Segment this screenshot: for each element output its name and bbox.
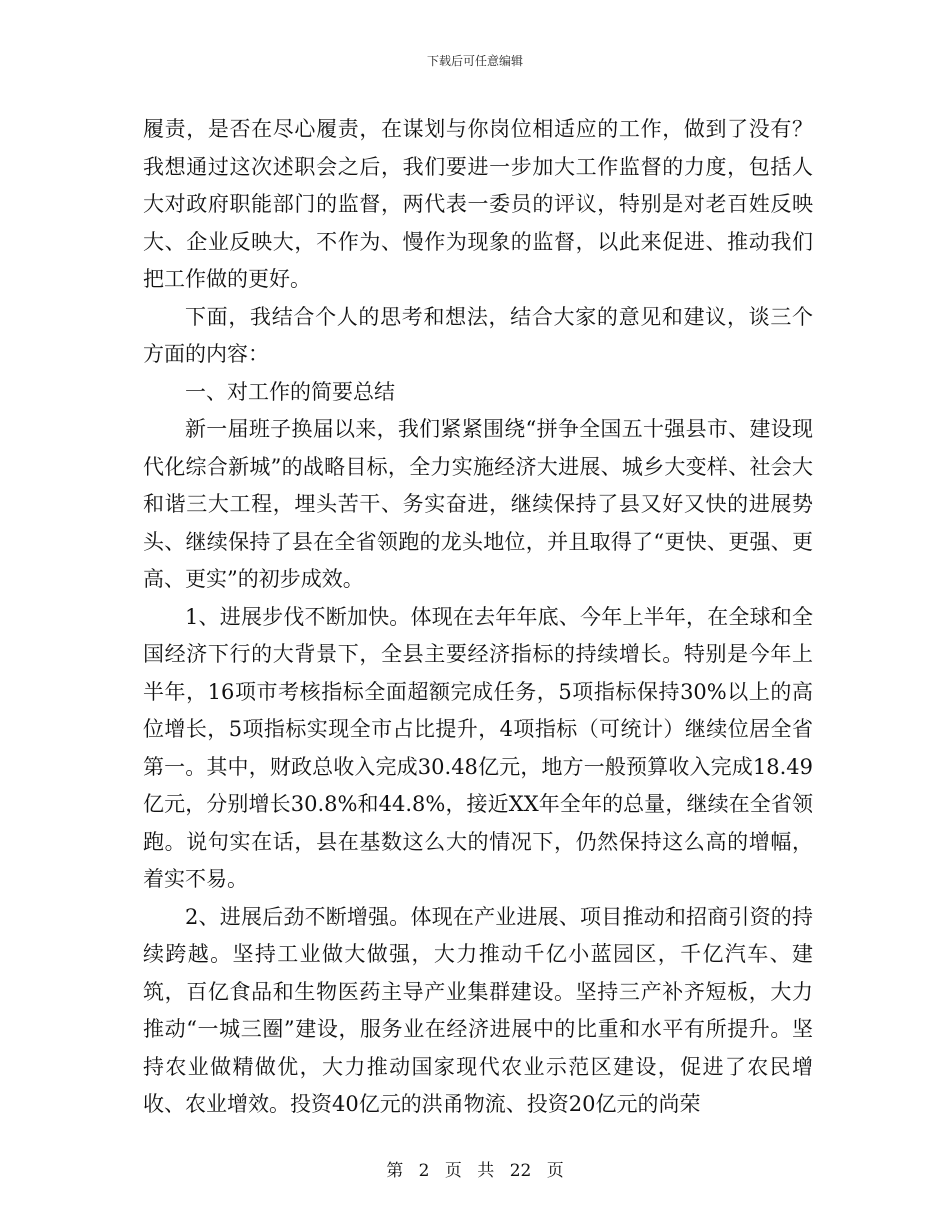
footer-prefix: 第	[386, 1161, 404, 1181]
paragraph-intro: 下面，我结合个人的思考和想法，结合大家的意见和建议，谈三个方面的内容：	[143, 304, 813, 366]
paragraph-point-1: 1、进展步伐不断加快。体现在去年年底、今年上半年，在全球和全国经济下行的大背景下，全县主要经济指标的持续增长。特别是今年上半年，16项市考核指标全面超额完成任务，5项指标保持30%以上的高位增长，5项指标实现全市占比提升，4项指标（可统计）继续位居全省第一。其中，财政总收入完成30.48亿元，地方一般预算收入完成18.49亿元，分别增长30.8%和44.8%，接近XX年全年的总量，继续在全省领跑。说句实在话，县在基数这么大的情况下，仍然保持这么高的增幅，着实不易。	[143, 604, 813, 891]
paragraph-summary: 新一届班子换届以来，我们紧紧围绕“拼争全国五十强县市、建设现代化综合新城”的战略目标，全力实施经济大进展、城乡大变样、社会大和谐三大工程，埋头苦干、务实奋进，继续保持了县又好又快的进展势头、继续保持了县在全省领跑的龙头地位，并且取得了“更快、更强、更高、更实”的初步成效。	[143, 417, 813, 591]
footer-suffix: 页	[546, 1161, 564, 1181]
paragraph-point-2: 2、进展后劲不断增强。体现在产业进展、项目推动和招商引资的持续跨越。坚持工业做大做强，大力推动千亿小蓝园区，千亿汽车、建筑，百亿食品和生物医药主导产业集群建设。坚持三产补齐短板，大力推动“一城三圈”建设，服务业在经济进展中的比重和水平有所提升。坚持农业做精做优，大力推动国家现代农业示范区建设，促进了农民增收、农业增效。投资40亿元的洪甬物流、投资20亿元的尚荣	[143, 904, 813, 1116]
footer-total-pages: 22	[509, 1161, 532, 1181]
footer-page-label: 页	[444, 1161, 462, 1181]
footer-total-label: 共	[477, 1161, 495, 1181]
page-header: 下载后可任意编辑	[426, 54, 523, 68]
body-text	[143, 111, 813, 1124]
footer-page-number: 2	[418, 1161, 430, 1181]
paragraph-continued: 履责，是否在尽心履责，在谋划与你岗位相适应的工作，做到了没有？我想通过这次述职会之后，我们要进一步加大工作监督的力度，包括人大对政府职能部门的监督，两代表一委员的评议，特别是对老百姓反映大、企业反映大，不作为、慢作为现象的监督，以此来促进、推动我们把工作做的更好。	[143, 117, 813, 291]
section-heading: 一、对工作的简要总结	[185, 379, 395, 404]
page-footer	[0, 1156, 950, 1181]
